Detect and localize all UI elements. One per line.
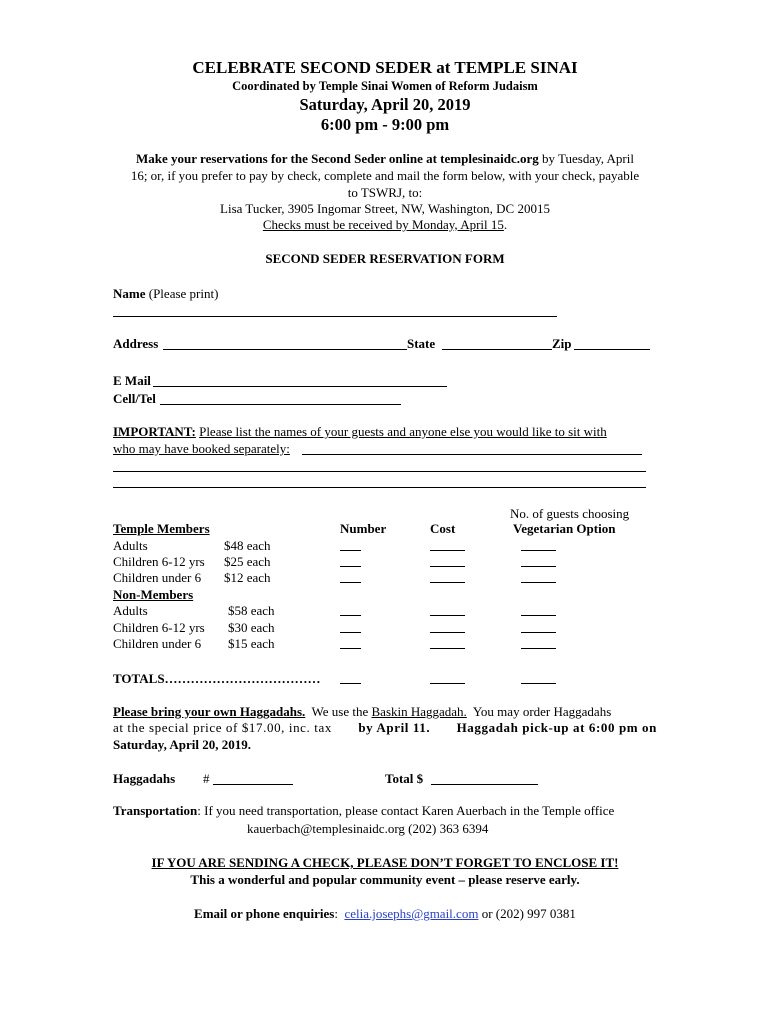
- totals-label: TOTALS………………………………: [113, 671, 321, 686]
- zip-label: Zip: [552, 336, 572, 351]
- number-field[interactable]: [340, 632, 361, 633]
- important-label: IMPORTANT:: [113, 424, 196, 439]
- important-line-2: who may have booked separately:: [113, 441, 290, 456]
- number-field[interactable]: [340, 648, 361, 649]
- event-time: 6:00 pm - 9:00 pm: [320, 115, 450, 134]
- state-label: State: [407, 336, 436, 351]
- enquiries-label: Email or phone enquiries: [194, 906, 335, 921]
- intro-line1-rest: by Tuesday, April: [542, 151, 634, 166]
- veg-header: Vegetarian Option: [513, 521, 616, 536]
- veg-count-field[interactable]: [521, 632, 556, 633]
- cost-field[interactable]: [430, 582, 465, 583]
- name-hint: (Please print): [148, 286, 219, 301]
- number-field[interactable]: [340, 550, 361, 551]
- cell-field[interactable]: [160, 404, 401, 405]
- haggadah-line-1: Please bring your own Haggadahs. We use the Baskin Haggadah. You may order Haggadahs: [113, 704, 612, 719]
- row-label: Children 6-12 yrs: [113, 554, 205, 569]
- row-price: $30 each: [228, 620, 275, 635]
- row-label: Adults: [113, 603, 148, 618]
- mailing-address: Lisa Tucker, 3905 Ingomar Street, NW, Washington, DC 20015: [220, 201, 550, 216]
- number-field[interactable]: [340, 615, 361, 616]
- cost-field[interactable]: [430, 632, 465, 633]
- veg-header-top: No. of guests choosing: [510, 506, 630, 521]
- cost-field[interactable]: [430, 648, 465, 649]
- veg-count-field[interactable]: [521, 648, 556, 649]
- address-label: Address: [113, 336, 159, 351]
- haggadah-line-3: Saturday, April 20, 2019.: [113, 737, 251, 752]
- form-title: SECOND SEDER RESERVATION FORM: [265, 251, 505, 266]
- row-label: Adults: [113, 538, 148, 553]
- row-price: $25 each: [224, 554, 271, 569]
- number-header: Number: [340, 521, 387, 536]
- contact-phone: or (202) 997 0381: [481, 906, 576, 921]
- enquiries-line: Email or phone enquiries: celia.josephs@gmail.com or (202) 997 0381: [194, 906, 576, 921]
- row-label: Children under 6: [113, 570, 202, 585]
- haggadahs-label: Haggadahs: [113, 771, 176, 786]
- veg-count-field[interactable]: [521, 683, 556, 684]
- page-title: CELEBRATE SECOND SEDER at TEMPLE SINAI: [192, 58, 578, 77]
- name-label: Name: [113, 286, 146, 301]
- transport-label: Transportation: [113, 803, 198, 818]
- number-field[interactable]: [340, 566, 361, 567]
- event-date: Saturday, April 20, 2019: [299, 95, 471, 114]
- cost-field[interactable]: [430, 683, 465, 684]
- intro-line-2: 16; or, if you prefer to pay by check, complete and mail the form below, with your check, payable: [130, 168, 640, 183]
- row-label: Children under 6: [113, 636, 202, 651]
- veg-count-field[interactable]: [521, 550, 556, 551]
- haggadah-total-field[interactable]: [431, 784, 538, 785]
- cost-field[interactable]: [430, 550, 465, 551]
- haggadah-count-field[interactable]: [213, 784, 293, 785]
- subtitle: Coordinated by Temple Sinai Women of Reform Judaism: [232, 79, 538, 93]
- haggadah-count-prefix: #: [203, 771, 210, 786]
- number-field[interactable]: [340, 582, 361, 583]
- members-heading: Temple Members: [113, 521, 210, 536]
- haggadah-total-label: Total $: [385, 771, 424, 786]
- intro-line-1: [0, 151, 770, 167]
- nonmembers-heading: Non-Members: [113, 587, 194, 602]
- transport-line: Transportation: If you need transportation, please contact Karen Auerbach in the Temple office: [113, 803, 615, 818]
- transport-contact: kauerbach@templesinaidc.org (202) 363 6394: [247, 821, 489, 836]
- email-field[interactable]: [153, 386, 447, 387]
- row-price: $15 each: [228, 636, 275, 651]
- email-label: E Mail: [113, 373, 151, 388]
- intro-line-3: to TSWRJ, to:: [347, 185, 423, 200]
- cost-header: Cost: [430, 521, 456, 536]
- cost-field[interactable]: [430, 615, 465, 616]
- name-field[interactable]: [113, 316, 557, 317]
- row-price: $48 each: [224, 538, 271, 553]
- veg-count-field[interactable]: [521, 615, 556, 616]
- check-warning: IF YOU ARE SENDING A CHECK, PLEASE DON’T FORGET TO ENCLOSE IT!: [151, 855, 619, 870]
- address-field[interactable]: [163, 349, 407, 350]
- cost-field[interactable]: [430, 566, 465, 567]
- veg-count-field[interactable]: [521, 582, 556, 583]
- row-price: $58 each: [228, 603, 275, 618]
- guest-names-field-1[interactable]: [302, 454, 642, 455]
- zip-field[interactable]: [574, 349, 650, 350]
- row-price: $12 each: [224, 570, 271, 585]
- guest-names-field-2[interactable]: [113, 471, 646, 472]
- important-line-1: IMPORTANT: Please list the names of your guests and anyone else you would like to sit with: [113, 424, 607, 439]
- number-field[interactable]: [340, 683, 361, 684]
- state-field[interactable]: [442, 349, 552, 350]
- contact-email-link[interactable]: celia.josephs@gmail.com: [344, 906, 479, 921]
- guest-names-field-3[interactable]: [113, 487, 646, 488]
- name-label-row: [113, 286, 218, 302]
- tagline: This a wonderful and popular community event – please reserve early.: [190, 872, 580, 887]
- haggadah-line-2: at the special price of $17.00, inc. tax by April 11. Haggadah pick-up at 6:00 pm on: [113, 720, 657, 735]
- check-deadline: Checks must be received by Monday, April 15.: [262, 217, 508, 232]
- cell-label: Cell/Tel: [113, 391, 156, 406]
- veg-count-field[interactable]: [521, 566, 556, 567]
- intro-bold: Make your reservations for the Second Seder online at templesinaidc.org: [136, 151, 539, 166]
- row-label: Children 6-12 yrs: [113, 620, 205, 635]
